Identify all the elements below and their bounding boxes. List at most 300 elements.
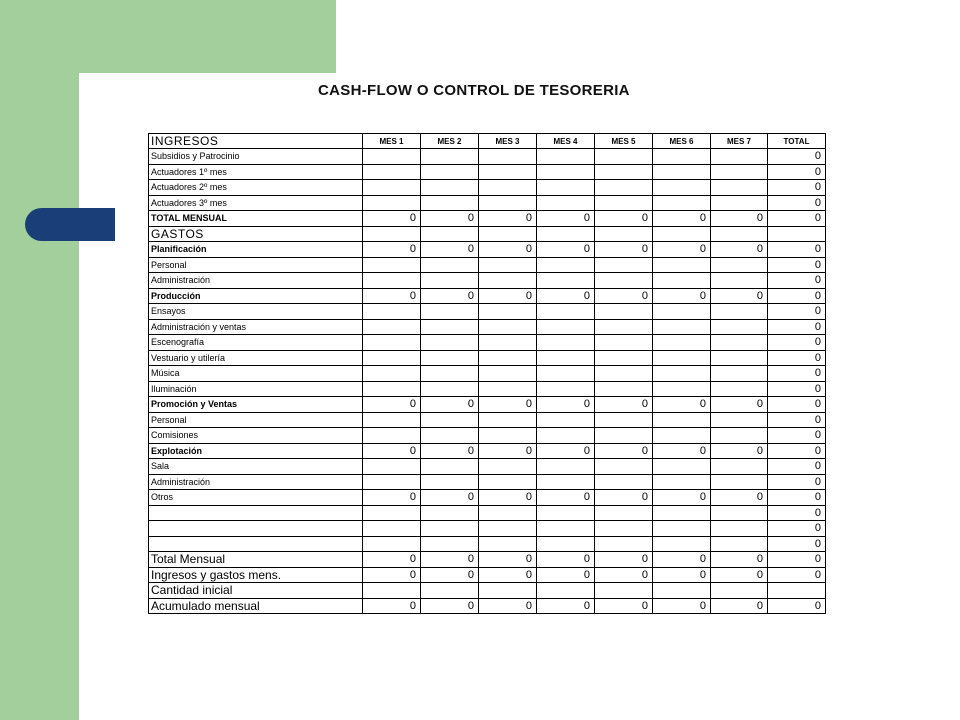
month-cell: 0 <box>421 490 479 506</box>
month-header: MES 4 <box>537 134 595 149</box>
table-row <box>149 598 826 614</box>
month-cell <box>537 257 595 273</box>
month-cell <box>363 366 421 382</box>
month-cell <box>363 149 421 165</box>
total-cell: 0 <box>768 505 826 521</box>
page-title: CASH-FLOW O CONTROL DE TESORERIA <box>318 82 630 99</box>
month-cell: 0 <box>421 443 479 459</box>
month-cell <box>479 536 537 552</box>
green-decor-left <box>0 0 79 720</box>
table-row <box>149 567 826 583</box>
total-cell: 0 <box>768 211 826 227</box>
month-cell <box>537 180 595 196</box>
row-label: Otros <box>149 490 363 506</box>
month-cell: 0 <box>537 598 595 614</box>
month-cell <box>711 381 768 397</box>
table-row <box>149 490 826 506</box>
month-cell <box>363 505 421 521</box>
month-cell <box>537 335 595 351</box>
month-cell <box>363 521 421 537</box>
month-cell <box>363 195 421 211</box>
row-label <box>149 521 363 537</box>
table-row <box>149 304 826 320</box>
month-cell <box>653 257 711 273</box>
month-cell <box>537 149 595 165</box>
month-cell: 0 <box>595 242 653 258</box>
total-cell: 0 <box>768 536 826 552</box>
month-cell <box>363 536 421 552</box>
month-cell <box>711 149 768 165</box>
month-cell <box>653 381 711 397</box>
month-cell <box>479 149 537 165</box>
month-cell: 0 <box>537 443 595 459</box>
row-label: Planificación <box>149 242 363 258</box>
month-cell: 0 <box>363 397 421 413</box>
month-cell <box>363 428 421 444</box>
month-cell: 0 <box>711 490 768 506</box>
month-cell <box>653 304 711 320</box>
total-cell: 0 <box>768 598 826 614</box>
ingresos-header: INGRESOS <box>149 134 363 149</box>
month-cell <box>421 273 479 289</box>
month-cell <box>711 195 768 211</box>
month-cell <box>711 257 768 273</box>
month-cell: 0 <box>479 211 537 227</box>
month-cell <box>479 319 537 335</box>
row-label: Vestuario y utilería <box>149 350 363 366</box>
month-cell <box>711 273 768 289</box>
month-cell: 0 <box>653 567 711 583</box>
month-cell <box>537 195 595 211</box>
month-cell <box>421 536 479 552</box>
row-label: Actuadores 1º mes <box>149 164 363 180</box>
total-cell: 0 <box>768 335 826 351</box>
month-cell: 0 <box>711 552 768 568</box>
total-cell: 0 <box>768 304 826 320</box>
month-cell <box>363 459 421 475</box>
month-cell: 0 <box>595 397 653 413</box>
month-cell: 0 <box>363 598 421 614</box>
month-cell <box>711 164 768 180</box>
row-label: Subsidios y Patrocinio <box>149 149 363 165</box>
month-cell: 0 <box>363 552 421 568</box>
month-cell: 0 <box>479 567 537 583</box>
row-label: TOTAL MENSUAL <box>149 211 363 227</box>
month-cell: 0 <box>363 288 421 304</box>
month-cell: 0 <box>479 288 537 304</box>
month-cell <box>595 381 653 397</box>
table-row <box>149 459 826 475</box>
month-cell <box>653 583 711 599</box>
month-cell <box>537 428 595 444</box>
table-row <box>149 505 826 521</box>
month-cell <box>537 505 595 521</box>
month-cell <box>421 459 479 475</box>
total-cell: 0 <box>768 459 826 475</box>
month-cell <box>363 412 421 428</box>
month-cell <box>479 304 537 320</box>
month-cell: 0 <box>653 443 711 459</box>
month-cell <box>537 412 595 428</box>
month-cell: 0 <box>537 211 595 227</box>
total-cell: 0 <box>768 381 826 397</box>
month-cell <box>537 304 595 320</box>
month-cell <box>595 180 653 196</box>
table-row <box>149 521 826 537</box>
table-row <box>149 195 826 211</box>
month-cell <box>421 381 479 397</box>
month-cell: 0 <box>653 598 711 614</box>
month-cell <box>363 273 421 289</box>
month-cell: 0 <box>711 242 768 258</box>
month-cell <box>653 350 711 366</box>
month-cell <box>537 459 595 475</box>
month-cell <box>653 335 711 351</box>
month-cell: 0 <box>479 397 537 413</box>
month-cell <box>537 226 595 242</box>
month-cell <box>711 459 768 475</box>
month-cell <box>363 335 421 351</box>
table-row <box>149 242 826 258</box>
month-cell <box>595 521 653 537</box>
total-cell: 0 <box>768 552 826 568</box>
month-cell <box>537 350 595 366</box>
month-cell <box>711 474 768 490</box>
table-row <box>149 273 826 289</box>
month-cell: 0 <box>711 397 768 413</box>
month-cell: 0 <box>363 567 421 583</box>
month-cell: 0 <box>595 443 653 459</box>
month-cell: 0 <box>363 211 421 227</box>
month-cell <box>711 521 768 537</box>
month-cell <box>653 164 711 180</box>
month-cell <box>653 412 711 428</box>
month-cell <box>711 412 768 428</box>
month-cell <box>479 583 537 599</box>
month-cell <box>595 195 653 211</box>
month-cell: 0 <box>537 567 595 583</box>
month-cell <box>653 273 711 289</box>
row-label: GASTOS <box>149 226 363 242</box>
month-cell <box>421 412 479 428</box>
row-label: Actuadores 3º mes <box>149 195 363 211</box>
month-cell <box>653 521 711 537</box>
month-cell: 0 <box>711 288 768 304</box>
month-cell <box>537 381 595 397</box>
month-cell: 0 <box>537 490 595 506</box>
month-cell <box>363 474 421 490</box>
month-cell <box>595 505 653 521</box>
month-cell <box>479 257 537 273</box>
month-cell <box>479 412 537 428</box>
month-cell <box>711 428 768 444</box>
month-cell <box>363 164 421 180</box>
row-label: Sala <box>149 459 363 475</box>
month-cell: 0 <box>653 288 711 304</box>
month-cell: 0 <box>653 211 711 227</box>
month-cell <box>421 366 479 382</box>
total-cell: 0 <box>768 164 826 180</box>
month-cell <box>711 226 768 242</box>
month-cell <box>595 350 653 366</box>
month-cell: 0 <box>653 552 711 568</box>
month-cell: 0 <box>421 288 479 304</box>
month-cell <box>537 536 595 552</box>
month-cell: 0 <box>653 490 711 506</box>
month-cell: 0 <box>421 598 479 614</box>
month-cell <box>421 149 479 165</box>
month-cell <box>711 366 768 382</box>
month-cell <box>595 536 653 552</box>
month-cell <box>479 164 537 180</box>
row-label <box>149 505 363 521</box>
month-cell <box>421 583 479 599</box>
month-cell <box>595 149 653 165</box>
month-cell <box>421 257 479 273</box>
month-cell: 0 <box>653 397 711 413</box>
table-row <box>149 583 826 599</box>
row-label: Promoción y Ventas <box>149 397 363 413</box>
month-cell <box>363 226 421 242</box>
month-cell: 0 <box>595 567 653 583</box>
month-cell <box>595 583 653 599</box>
month-header: MES 5 <box>595 134 653 149</box>
month-cell <box>537 319 595 335</box>
month-cell: 0 <box>653 242 711 258</box>
month-cell <box>421 164 479 180</box>
total-cell: 0 <box>768 412 826 428</box>
month-cell <box>363 583 421 599</box>
month-cell <box>421 521 479 537</box>
month-cell: 0 <box>421 242 479 258</box>
month-cell <box>595 273 653 289</box>
row-label <box>149 536 363 552</box>
month-cell <box>595 412 653 428</box>
month-cell <box>711 180 768 196</box>
total-cell: 0 <box>768 257 826 273</box>
month-cell <box>537 583 595 599</box>
month-cell <box>479 335 537 351</box>
table-row <box>149 350 826 366</box>
month-cell <box>479 350 537 366</box>
row-label: Administración <box>149 273 363 289</box>
table-row <box>149 381 826 397</box>
month-cell <box>653 536 711 552</box>
month-cell <box>479 474 537 490</box>
month-cell <box>537 164 595 180</box>
month-cell <box>653 149 711 165</box>
row-label: Escenografía <box>149 335 363 351</box>
row-label: Ensayos <box>149 304 363 320</box>
month-cell: 0 <box>711 443 768 459</box>
month-cell: 0 <box>421 397 479 413</box>
month-cell <box>421 428 479 444</box>
month-cell <box>537 474 595 490</box>
total-cell: 0 <box>768 567 826 583</box>
month-header: MES 1 <box>363 134 421 149</box>
month-cell <box>595 164 653 180</box>
month-cell <box>363 257 421 273</box>
row-label: Ingresos y gastos mens. <box>149 567 363 583</box>
month-cell <box>479 428 537 444</box>
row-label: Acumulado mensual <box>149 598 363 614</box>
table-row <box>149 552 826 568</box>
month-cell <box>363 304 421 320</box>
month-cell <box>595 428 653 444</box>
month-cell: 0 <box>537 552 595 568</box>
row-label: Personal <box>149 412 363 428</box>
table-row <box>149 164 826 180</box>
row-label: Iluminación <box>149 381 363 397</box>
total-cell: 0 <box>768 521 826 537</box>
total-header: TOTAL <box>768 134 826 149</box>
month-cell <box>711 335 768 351</box>
month-cell <box>421 505 479 521</box>
month-cell <box>537 273 595 289</box>
month-cell <box>421 195 479 211</box>
month-cell: 0 <box>595 211 653 227</box>
month-cell <box>421 350 479 366</box>
month-header: MES 7 <box>711 134 768 149</box>
total-cell <box>768 226 826 242</box>
month-cell: 0 <box>711 567 768 583</box>
month-cell <box>711 304 768 320</box>
month-cell: 0 <box>479 598 537 614</box>
row-label: Administración y ventas <box>149 319 363 335</box>
table-row <box>149 319 826 335</box>
table-row <box>149 443 826 459</box>
table-row <box>149 366 826 382</box>
table-row <box>149 180 826 196</box>
row-label: Total Mensual <box>149 552 363 568</box>
month-cell: 0 <box>479 443 537 459</box>
month-cell: 0 <box>479 490 537 506</box>
month-cell <box>363 180 421 196</box>
row-label: Administración <box>149 474 363 490</box>
month-cell <box>479 180 537 196</box>
month-cell <box>653 180 711 196</box>
month-cell: 0 <box>711 598 768 614</box>
total-cell: 0 <box>768 273 826 289</box>
table-row <box>149 335 826 351</box>
month-cell <box>595 304 653 320</box>
month-cell: 0 <box>479 242 537 258</box>
month-cell: 0 <box>479 552 537 568</box>
month-cell: 0 <box>595 598 653 614</box>
month-cell <box>479 273 537 289</box>
month-cell <box>653 195 711 211</box>
total-cell: 0 <box>768 195 826 211</box>
month-cell <box>479 366 537 382</box>
month-cell <box>595 366 653 382</box>
table-row <box>149 536 826 552</box>
table-row <box>149 257 826 273</box>
month-cell: 0 <box>421 211 479 227</box>
month-header: MES 2 <box>421 134 479 149</box>
total-cell: 0 <box>768 366 826 382</box>
table-row <box>149 226 826 242</box>
month-cell <box>653 428 711 444</box>
table-row <box>149 397 826 413</box>
month-cell <box>479 459 537 475</box>
total-cell: 0 <box>768 397 826 413</box>
table-body <box>149 149 826 614</box>
month-cell: 0 <box>363 443 421 459</box>
month-cell: 0 <box>537 397 595 413</box>
month-cell <box>595 474 653 490</box>
month-cell: 0 <box>595 552 653 568</box>
table-row <box>149 474 826 490</box>
month-cell <box>595 459 653 475</box>
table-row <box>149 428 826 444</box>
month-cell <box>363 350 421 366</box>
month-cell: 0 <box>595 490 653 506</box>
row-label: Explotación <box>149 443 363 459</box>
month-cell <box>421 474 479 490</box>
month-cell <box>537 521 595 537</box>
total-cell: 0 <box>768 474 826 490</box>
row-label: Personal <box>149 257 363 273</box>
month-cell <box>711 583 768 599</box>
month-cell <box>537 366 595 382</box>
month-cell <box>479 195 537 211</box>
table-row <box>149 412 826 428</box>
total-cell: 0 <box>768 149 826 165</box>
month-cell <box>479 505 537 521</box>
table-row <box>149 288 826 304</box>
total-cell: 0 <box>768 242 826 258</box>
month-cell <box>421 304 479 320</box>
row-label: Producción <box>149 288 363 304</box>
month-cell <box>595 319 653 335</box>
month-cell <box>595 335 653 351</box>
month-cell <box>363 381 421 397</box>
month-header: MES 6 <box>653 134 711 149</box>
month-cell: 0 <box>537 242 595 258</box>
total-cell: 0 <box>768 319 826 335</box>
month-cell <box>711 536 768 552</box>
month-cell <box>595 257 653 273</box>
month-cell: 0 <box>363 490 421 506</box>
row-label: Actuadores 2º mes <box>149 180 363 196</box>
cashflow-table <box>148 133 826 614</box>
row-label: Comisiones <box>149 428 363 444</box>
month-cell <box>479 381 537 397</box>
month-cell: 0 <box>421 567 479 583</box>
table-row <box>149 211 826 227</box>
row-label: Cantidad inicial <box>149 583 363 599</box>
month-cell <box>421 180 479 196</box>
total-cell: 0 <box>768 490 826 506</box>
month-cell <box>595 226 653 242</box>
month-cell <box>653 226 711 242</box>
table-row <box>149 149 826 165</box>
total-cell: 0 <box>768 428 826 444</box>
total-cell: 0 <box>768 350 826 366</box>
total-cell: 0 <box>768 288 826 304</box>
month-header: MES 3 <box>479 134 537 149</box>
total-cell: 0 <box>768 443 826 459</box>
month-cell <box>653 459 711 475</box>
row-label: Música <box>149 366 363 382</box>
month-cell <box>711 505 768 521</box>
month-cell: 0 <box>711 211 768 227</box>
month-cell <box>421 226 479 242</box>
month-cell <box>653 366 711 382</box>
month-cell <box>479 226 537 242</box>
month-cell <box>653 474 711 490</box>
month-cell <box>711 319 768 335</box>
